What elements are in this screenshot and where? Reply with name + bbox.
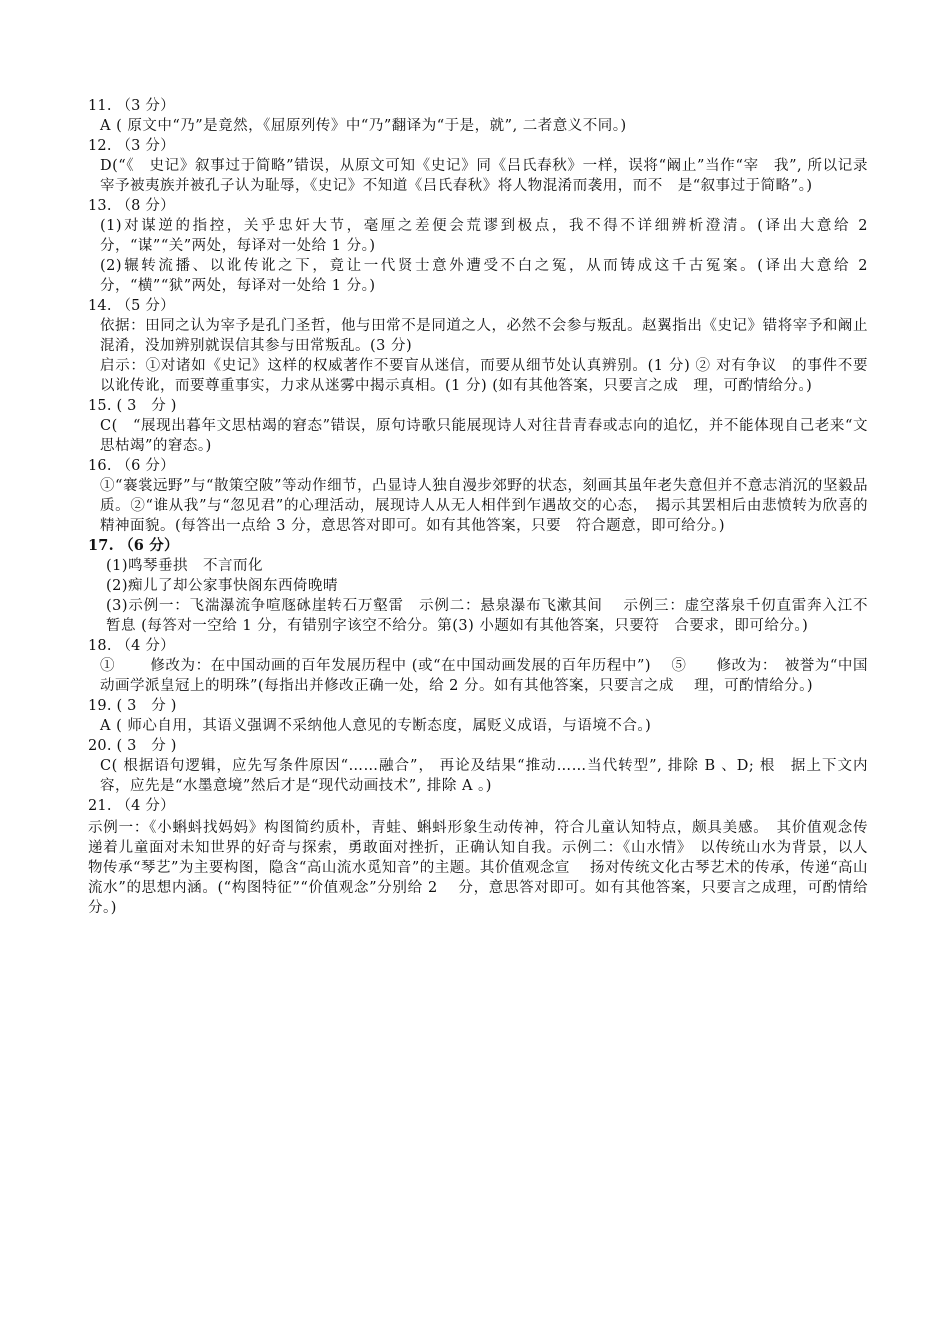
answer-text: ① 修改为：在中国动画的百年发展历程中 (或“在中国动画发展的百年历程中”) ⑤ 修改为： 被誉为“中国动画学派皇冠上的明珠”(每指出并修改正确一处，给 2 分。如有其他答案，只要言之成 理，可酌情给分。) xyxy=(100,658,868,694)
answer-text: (1)对谋逆的指控，关乎忠奸大节，毫厘之差便会荒谬到极点，我不得不详细辨析澄清。(译出大意给 2 分，“谋”“关”两处，每译对一处给 1 分。) xyxy=(100,218,868,254)
answer-text: 示例一：《小蝌蚪找妈妈》构图简约质朴，青蛙、蝌蚪形象生动传神，符合儿童认知特点，颇具美感。 其价值观念传递着儿童面对未知世界的好奇与探索，勇敢面对挫折，正确认知自我。示例二：《山水情》 以传统山水为背景，以人物传承“琴艺”为主要构图，隐含“高山流水觅知音”的主题。其价值观念宣 扬对传统文化古琴艺术的传承，传递“高山流水”的思想内涵。(“构图特征”“价值观念”分别给 2 分，意思答对即可。如有其他答案，只要言之成理，可酌情给分。) xyxy=(88,820,868,916)
question-number: 19. ( 3 分 ) xyxy=(88,698,177,714)
answer-text: ①“褰裳远野”与“散策空陂”等动作细节，凸显诗人独自漫步郊野的状态，刻画其虽年老失意但并不意志消沉的坚毅品质。②“谁从我”与“忽见君”的心理活动，展现诗人从无人相伴到乍遇故交的心态， 揭示其罢相后由悲愤转为欣喜的精神面貌。(每答出一点给 3 分，意思答对即可。如有其他答案，只要 符合题意，即可给分。) xyxy=(100,478,868,534)
answer-11 xyxy=(88,96,868,136)
question-number: 13. （8 分） xyxy=(88,198,175,214)
answer-text: 依据：田同之认为宰予是孔门圣哲，他与田常不是同道之人，必然不会参与叛乱。赵翼指出《史记》错将宰予和阚止混淆，没加辨别就误信其参与田常叛乱。(3 分) xyxy=(100,318,868,354)
answer-21 xyxy=(88,796,868,918)
answer-12 xyxy=(88,136,868,196)
answer-text: A ( 师心自用，其语义强调不采纳他人意见的专断态度，属贬义成语，与语境不合。) xyxy=(100,718,652,734)
answer-text: C( “展现出暮年文思枯竭的窘态”错误，原句诗歌只能展现诗人对往昔青春或志向的追忆，并不能体现自己老来“文思枯竭”的窘态。) xyxy=(100,418,868,454)
answer-text: 启示：①对诸如《史记》这样的权威著作不要盲从迷信，而要从细节处认真辨别。(1 分) ② 对有争议 的事件不要以讹传讹，而要尊重事实，力求从迷雾中揭示真相。(1 分) (如有其他答案，只要言之成 理，可酌情给分。) xyxy=(100,358,868,394)
question-number: 14. （5 分） xyxy=(88,298,175,314)
answer-18 xyxy=(88,636,868,696)
answer-text: (1)鸣琴垂拱 不言而化 xyxy=(106,558,264,574)
question-number: 11. （3 分） xyxy=(88,98,175,114)
question-number: 17. （6 分） xyxy=(88,537,179,554)
answer-text: A ( 原文中“乃”是竟然，《屈原列传》中“乃”翻译为“于是，就”, 二者意义不同。) xyxy=(100,118,627,134)
answer-20 xyxy=(88,736,868,796)
answer-sheet xyxy=(88,96,868,918)
answer-17 xyxy=(88,536,868,636)
answer-text: D(“《 史记》叙事过于简略”错误，从原文可知《史记》同《吕氏春秋》一样，误将“阚止”当作“宰 我”, 所以记录宰予被夷族并被孔子认为耻辱，《史记》不知道《吕氏春秋》将人物混淆而袭用，而不 是“叙事过于简略”。) xyxy=(100,158,868,194)
question-number: 18. （4 分） xyxy=(88,638,175,654)
question-number: 20. ( 3 分 ) xyxy=(88,738,177,754)
answer-text: C( 根据语句逻辑，应先写条件原因“……融合”， 再论及结果“推动……当代转型”, 排除 B 、D; 根 据上下文内容，应先是“水墨意境”然后才是“现代动画技术”, 排除 A 。) xyxy=(100,758,868,794)
question-number: 21. （4 分） xyxy=(88,798,175,814)
answer-19 xyxy=(88,696,868,736)
question-number: 12. （3 分） xyxy=(88,138,175,154)
answer-text: (3)示例一：飞湍瀑流争喧豗砯崖转石万壑雷 示例二：悬泉瀑布飞漱其间 示例三：虚空落泉千仞直雷奔入江不暂息 (每答对一空给 1 分，有错别字该空不给分。第(3) 小题如有其他答案，只要符 合要求，即可给分。) xyxy=(106,598,868,634)
question-number: 15. ( 3 分 ) xyxy=(88,398,177,414)
answer-text: (2)辗转流播、以讹传讹之下，竟让一代贤士意外遭受不白之冤，从而铸成这千古冤案。(译出大意给 2 分，“横”“狱”两处，每译对一处给 1 分。) xyxy=(100,258,868,294)
answer-13 xyxy=(88,196,868,296)
answer-15 xyxy=(88,396,868,456)
answer-14 xyxy=(88,296,868,396)
question-number: 16. （6 分） xyxy=(88,458,175,474)
answer-text: (2)痴儿了却公家事快阁东西倚晚晴 xyxy=(106,578,339,594)
answer-16 xyxy=(88,456,868,536)
